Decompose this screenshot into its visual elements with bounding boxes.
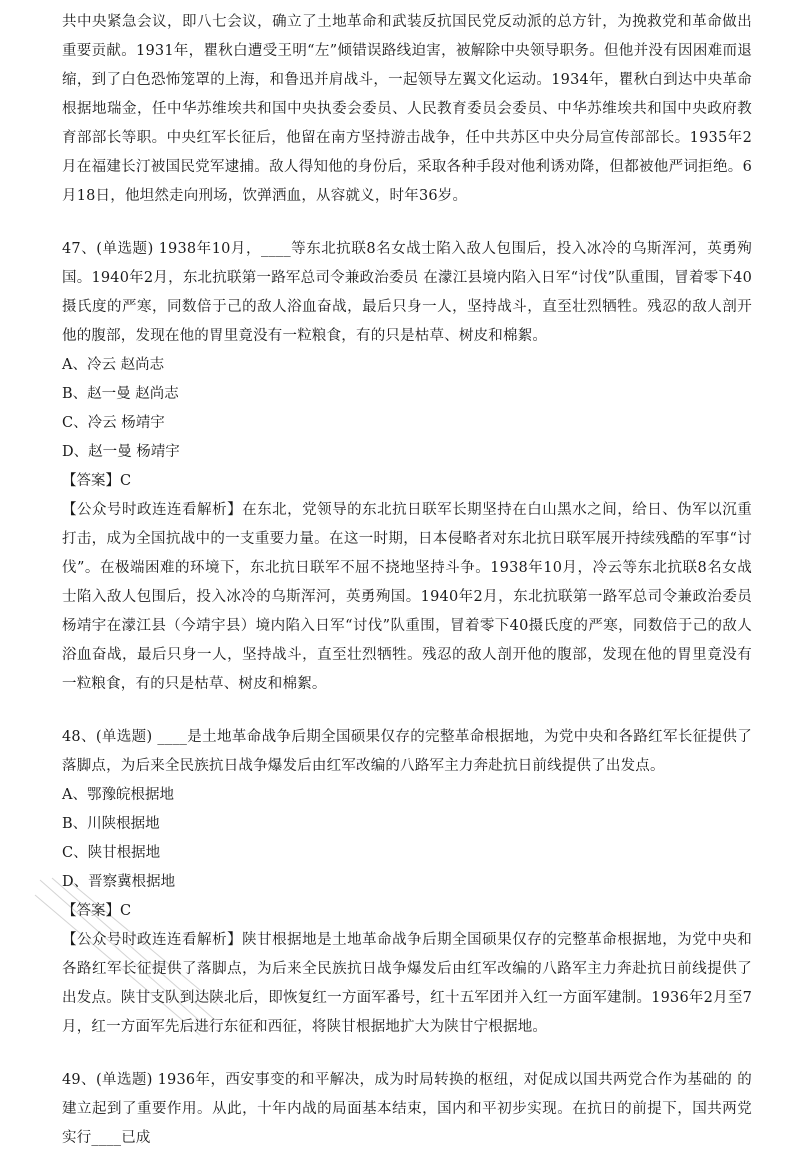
option-a: A、冷云 赵尚志 (62, 357, 165, 373)
question-48 (62, 723, 752, 1042)
option-d: D、晋察冀根据地 (62, 874, 176, 890)
question-47 (62, 235, 752, 699)
option-b: B、川陕根据地 (62, 816, 160, 832)
question-stem: 49、(单选题) 1936年，西安事变的和平解决，成为时局转换的枢纽，对促成以国共两党合作为基础的 的建立起到了重要作用。从此，十年内战的局面基本结束，国内和平初步实现。在抗日的前提下，国共两党实行____已成 (62, 1072, 752, 1146)
option-d: D、赵一曼 杨靖宇 (62, 444, 180, 460)
option-a: A、鄂豫皖根据地 (62, 787, 174, 803)
question-stem: 48、(单选题) ____是土地革命战争后期全国硕果仅存的完整革命根据地，为党中央和各路红军长征提供了落脚点，为后来全民族抗日战争爆发后由红军改编的八路军主力奔赴抗日前线提供了出发点。 (62, 729, 752, 774)
option-c: C、冷云 杨靖宇 (62, 415, 165, 431)
intro-paragraph: 共中央紧急会议，即八七会议，确立了土地革命和武装反抗国民党反动派的总方针，为挽救党和革命做出重要贡献。1931年，瞿秋白遭受王明“左”倾错误路线迫害，被解除中央领导职务。但他并没有因困难而退缩，到了白色恐怖笼罩的上海，和鲁迅并肩战斗，一起领导左翼文化运动。1934年，瞿秋白到达中央革命根据地瑞金，任中华苏维埃共和国中央执委会委员、人民教育委员会委员、中华苏维埃共和国中央政府教育部部长等职。中央红军长征后，他留在南方坚持游击战争，任中共苏区中央分局宣传部部长。1935年2月在福建长汀被国民党军逮捕。敌人得知他的身份后，采取各种手段对他利诱劝降，但都被他严词拒绝。6月18日，他坦然走向刑场，饮弹洒血，从容就义，时年36岁。 (62, 14, 752, 204)
question-stem: 47、(单选题) 1938年10月，____等东北抗联8名女战士陷入敌人包围后，投入冰冷的乌斯浑河，英勇殉国。1940年2月，东北抗联第一路军总司令兼政治委员 在濛江县境内陷入日军“讨伐”队重围，冒着零下40摄氏度的严寒，同数倍于己的敌人浴血奋战，最后只身一人，坚持战斗，直至壮烈牺牲。残忍的敌人剖开他的腹部，发现在他的胃里竟没有一粒粮食，有的只是枯草、树皮和棉絮。 (62, 241, 752, 344)
analysis-paragraph: 【公众号时政连连看解析】在东北，党领导的东北抗日联军长期坚持在白山黑水之间，给日、伪军以沉重打击，成为全国抗战中的一支重要力量。在这一时期，日本侵略者对东北抗日联军展开持续残酷的军事“讨伐”。在极端困难的环境下，东北抗日联军不屈不挠地坚持斗争。1938年10月，冷云等东北抗联8名女战士陷入敌人包围后，投入冰冷的乌斯浑河，英勇殉国。1940年2月，东北抗联第一路军总司令兼政治委员杨靖宇在濛江县（今靖宇县）境内陷入日军“讨伐”队重围，冒着零下40摄氏度的严寒，同数倍于己的敌人浴血奋战，最后只身一人，坚持战斗，直至壮烈牺牲。残忍的敌人剖开他的腹部，发现在他的胃里竟没有一粒粮食，有的只是枯草、树皮和棉絮。 (62, 502, 752, 692)
option-b: B、赵一曼 赵尚志 (62, 386, 179, 402)
option-c: C、陕甘根据地 (62, 845, 161, 861)
answer-line: 【答案】C (62, 903, 132, 919)
document-page (62, 8, 752, 1153)
answer-line: 【答案】C (62, 473, 132, 489)
analysis-paragraph: 【公众号时政连连看解析】陕甘根据地是土地革命战争后期全国硕果仅存的完整革命根据地，为党中央和各路红军长征提供了落脚点，为后来全民族抗日战争爆发后由红军改编的八路军主力奔赴抗日前线提供了出发点。陕甘支队到达陕北后，即恢复红一方面军番号，红十五军团并入红一方面军建制。1936年2月至7月，红一方面军先后进行东征和西征，将陕甘根据地扩大为陕甘宁根据地。 (62, 932, 752, 1035)
question-49 (62, 1066, 752, 1153)
